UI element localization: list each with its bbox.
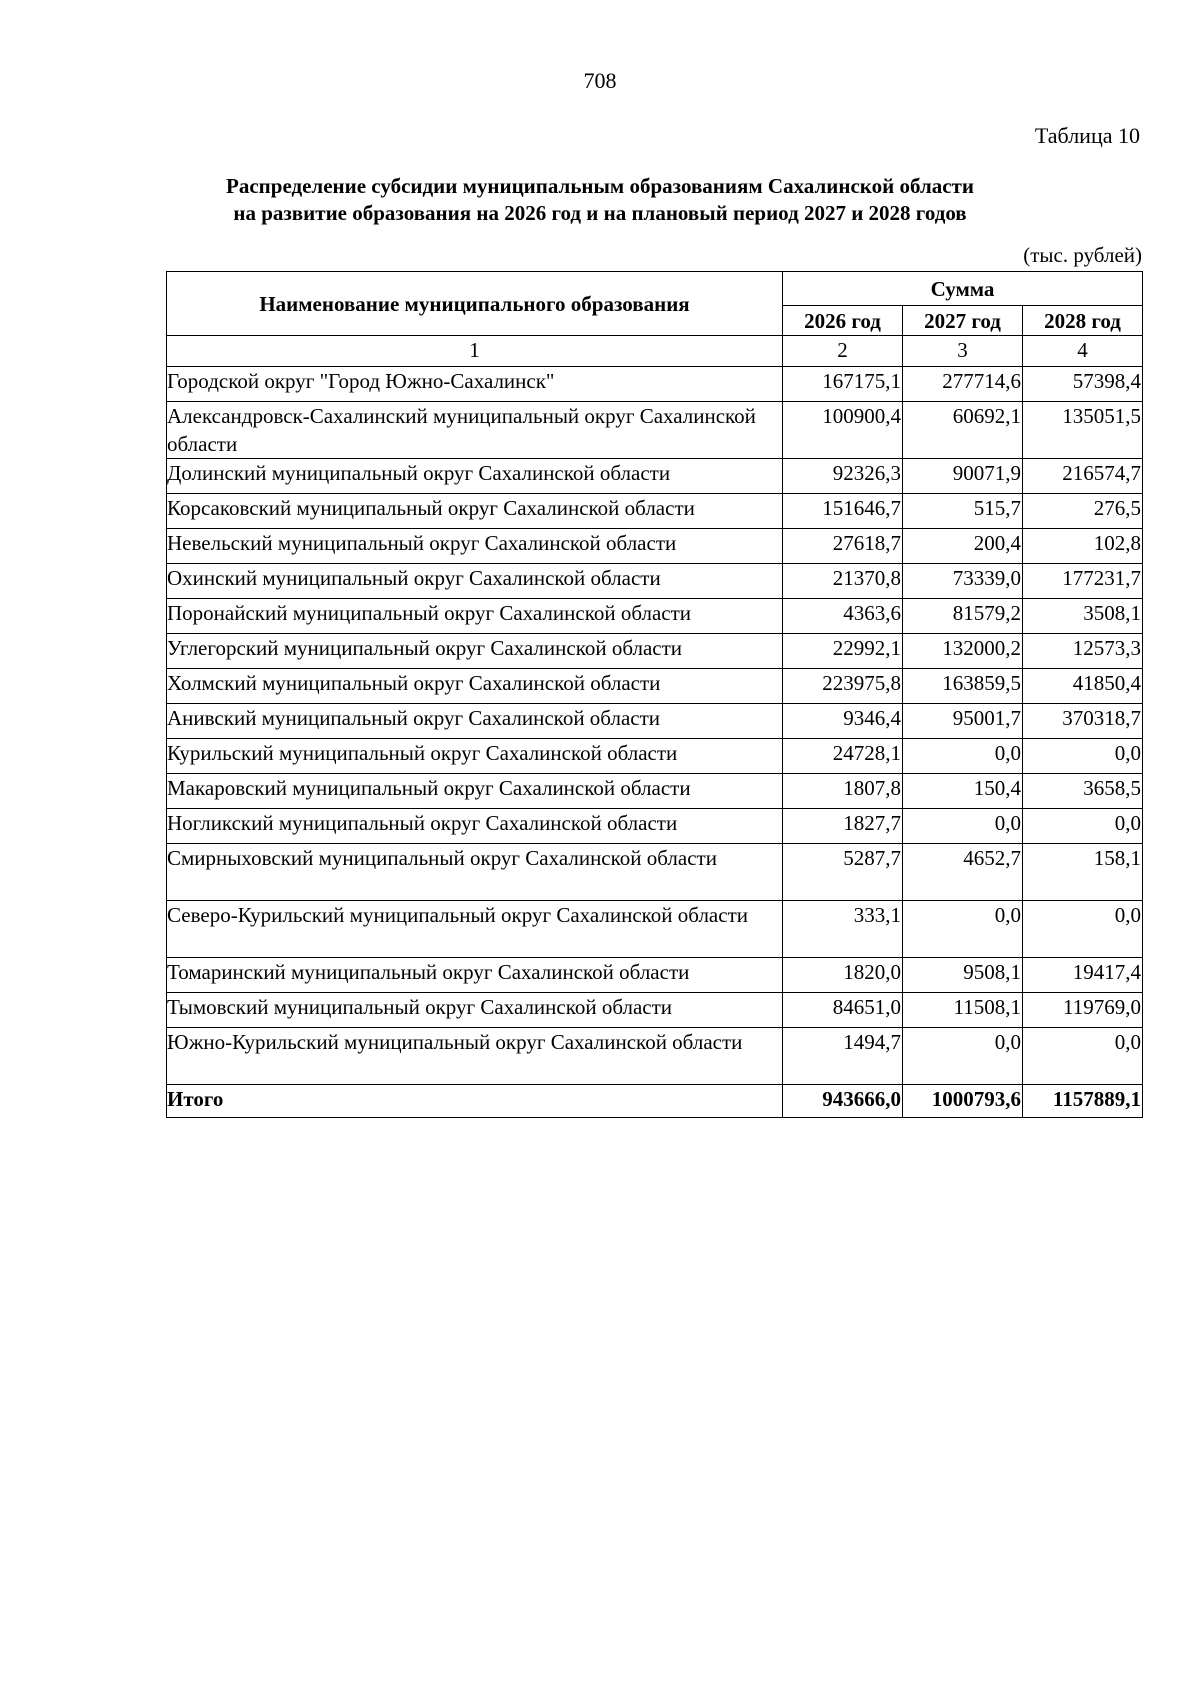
table-row (167, 993, 1143, 1028)
value-2028: 0,0 (1023, 809, 1143, 844)
value-2026: 84651,0 (783, 993, 903, 1028)
value-2028: 370318,7 (1023, 704, 1143, 739)
table-row (167, 402, 1143, 459)
municipality-name: Ногликский муниципальный округ Сахалинской области (167, 809, 783, 844)
value-2028: 12573,3 (1023, 634, 1143, 669)
value-2028: 0,0 (1023, 901, 1143, 958)
value-2028: 102,8 (1023, 529, 1143, 564)
table-row (167, 564, 1143, 599)
total-2027: 1000793,6 (903, 1085, 1023, 1118)
header-sum: Сумма (783, 272, 1143, 306)
table-row (167, 844, 1143, 901)
value-2026: 27618,7 (783, 529, 903, 564)
value-2028: 3658,5 (1023, 774, 1143, 809)
value-2028: 0,0 (1023, 739, 1143, 774)
table-row (167, 459, 1143, 494)
municipality-name: Северо-Курильский муниципальный округ Сахалинской области (167, 901, 783, 958)
value-2028: 41850,4 (1023, 669, 1143, 704)
value-2026: 22992,1 (783, 634, 903, 669)
value-2026: 9346,4 (783, 704, 903, 739)
value-2027: 73339,0 (903, 564, 1023, 599)
value-2028: 135051,5 (1023, 402, 1143, 459)
municipality-name: Невельский муниципальный округ Сахалинской области (167, 529, 783, 564)
value-2026: 1827,7 (783, 809, 903, 844)
column-index: 4 (1023, 336, 1143, 367)
value-2027: 11508,1 (903, 993, 1023, 1028)
header-year-2028: 2028 год (1023, 306, 1143, 336)
value-2026: 167175,1 (783, 367, 903, 402)
value-2027: 60692,1 (903, 402, 1023, 459)
value-2027: 0,0 (903, 809, 1023, 844)
municipality-name: Курильский муниципальный округ Сахалинской области (167, 739, 783, 774)
value-2028: 177231,7 (1023, 564, 1143, 599)
value-2026: 223975,8 (783, 669, 903, 704)
value-2028: 19417,4 (1023, 958, 1143, 993)
municipality-name: Анивский муниципальный округ Сахалинской области (167, 704, 783, 739)
page-number: 708 (583, 68, 617, 93)
title-line-2: на развитие образования на 2026 год и на плановый период 2027 и 2028 годов (233, 201, 967, 225)
title-line-1: Распределение субсидии муниципальным образованиям Сахалинской области (226, 174, 974, 198)
value-2026: 1820,0 (783, 958, 903, 993)
municipality-name: Городской округ "Город Южно-Сахалинск" (167, 367, 783, 402)
table-row (167, 669, 1143, 704)
value-2027: 200,4 (903, 529, 1023, 564)
value-2026: 5287,7 (783, 844, 903, 901)
value-2027: 0,0 (903, 739, 1023, 774)
municipality-name: Смирныховский муниципальный округ Сахалинской области (167, 844, 783, 901)
value-2027: 150,4 (903, 774, 1023, 809)
value-2027: 163859,5 (903, 669, 1023, 704)
units-label: (тыс. рублей) (1023, 243, 1142, 267)
table-body (167, 336, 1143, 1118)
value-2027: 0,0 (903, 901, 1023, 958)
value-2027: 132000,2 (903, 634, 1023, 669)
value-2027: 90071,9 (903, 459, 1023, 494)
value-2026: 24728,1 (783, 739, 903, 774)
municipality-name: Тымовский муниципальный округ Сахалинской области (167, 993, 783, 1028)
table-row (167, 958, 1143, 993)
column-index: 2 (783, 336, 903, 367)
value-2026: 21370,8 (783, 564, 903, 599)
table-row (167, 367, 1143, 402)
table-row (167, 809, 1143, 844)
table-label: Таблица 10 (1034, 123, 1140, 148)
value-2027: 515,7 (903, 494, 1023, 529)
value-2026: 1494,7 (783, 1028, 903, 1085)
column-index: 3 (903, 336, 1023, 367)
table-row (167, 599, 1143, 634)
table-row (167, 901, 1143, 958)
municipality-name: Углегорский муниципальный округ Сахалинской области (167, 634, 783, 669)
table-row (167, 1028, 1143, 1085)
value-2026: 100900,4 (783, 402, 903, 459)
value-2028: 3508,1 (1023, 599, 1143, 634)
value-2027: 81579,2 (903, 599, 1023, 634)
total-label: Итого (167, 1085, 783, 1118)
table-row (167, 704, 1143, 739)
table-row (167, 634, 1143, 669)
total-2026: 943666,0 (783, 1085, 903, 1118)
municipality-name: Южно-Курильский муниципальный округ Сахалинской области (167, 1028, 783, 1085)
total-row (167, 1085, 1143, 1118)
value-2028: 0,0 (1023, 1028, 1143, 1085)
municipality-name: Макаровский муниципальный округ Сахалинской области (167, 774, 783, 809)
value-2028: 57398,4 (1023, 367, 1143, 402)
header-name: Наименование муниципального образования (167, 272, 783, 336)
municipality-name: Охинский муниципальный округ Сахалинской области (167, 564, 783, 599)
value-2027: 277714,6 (903, 367, 1023, 402)
column-index: 1 (167, 336, 783, 367)
table-row (167, 774, 1143, 809)
column-index-row (167, 336, 1143, 367)
header-year-2026: 2026 год (783, 306, 903, 336)
municipality-name: Александровск-Сахалинский муниципальный округ Сахалинской области (167, 402, 783, 459)
header-year-2027: 2027 год (903, 306, 1023, 336)
value-2027: 95001,7 (903, 704, 1023, 739)
municipality-name: Долинский муниципальный округ Сахалинской области (167, 459, 783, 494)
value-2028: 216574,7 (1023, 459, 1143, 494)
value-2027: 0,0 (903, 1028, 1023, 1085)
table-row (167, 739, 1143, 774)
table-row (167, 494, 1143, 529)
municipality-name: Томаринский муниципальный округ Сахалинской области (167, 958, 783, 993)
municipality-name: Корсаковский муниципальный округ Сахалинской области (167, 494, 783, 529)
value-2026: 151646,7 (783, 494, 903, 529)
value-2026: 333,1 (783, 901, 903, 958)
total-2028: 1157889,1 (1023, 1085, 1143, 1118)
document-title (120, 173, 1080, 227)
value-2026: 4363,6 (783, 599, 903, 634)
value-2028: 276,5 (1023, 494, 1143, 529)
table-row (167, 529, 1143, 564)
value-2027: 9508,1 (903, 958, 1023, 993)
value-2028: 158,1 (1023, 844, 1143, 901)
value-2026: 92326,3 (783, 459, 903, 494)
municipality-name: Поронайский муниципальный округ Сахалинской области (167, 599, 783, 634)
value-2026: 1807,8 (783, 774, 903, 809)
municipality-name: Холмский муниципальный округ Сахалинской области (167, 669, 783, 704)
value-2027: 4652,7 (903, 844, 1023, 901)
value-2028: 119769,0 (1023, 993, 1143, 1028)
subsidy-table (166, 271, 1143, 1118)
